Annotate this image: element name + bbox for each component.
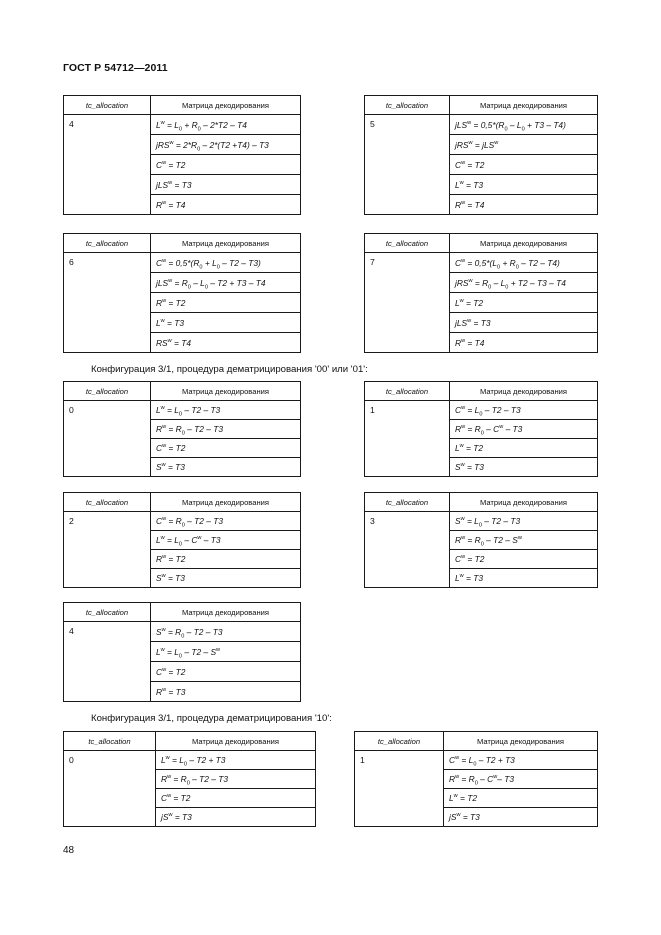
table-header-row	[64, 603, 301, 622]
decoding-formula: $jRS^w = 2*R_0 - 2*(T2 +T4) - T3$	[151, 135, 301, 155]
tc-allocation-value: 2	[64, 512, 151, 588]
tc-allocation-value: 1	[365, 401, 450, 477]
table-row	[64, 512, 301, 531]
header-tc-allocation: tc_allocation	[64, 234, 151, 253]
decoding-formula: $L^w = T2$	[450, 439, 598, 458]
decoding-formula: $C^w = 0,5*(R_0 + L_0 - T2 - T3)$	[151, 253, 301, 273]
decoding-table-31-tc2	[63, 492, 301, 588]
decoding-formula: jLS$^w$ = T3	[151, 175, 301, 195]
header-decoding-matrix: Матрица декодирования	[450, 96, 598, 115]
decoding-formula: $L^w = T3$	[450, 569, 598, 588]
decoding-formula: $C^w = L_0 - T2 - T3$	[450, 401, 598, 420]
decoding-formula: $C^w = T2$	[151, 155, 301, 175]
decoding-table-10-tc0	[63, 731, 316, 827]
table-row	[365, 115, 598, 135]
tc-allocation-value: 0	[64, 751, 156, 827]
decoding-formula: $R^w = R_0 - C^w-$ T3	[444, 770, 598, 789]
decoding-formula: $R^w = R_0 - T2 - T3$	[151, 420, 301, 439]
decoding-formula: $C^w = L_0 - T2 + T3$	[444, 751, 598, 770]
decoding-formula: $C^w = R_0 - T2 - T3$	[151, 512, 301, 531]
table-row	[64, 401, 301, 420]
header-decoding-matrix: Матрица декодирования	[444, 732, 598, 751]
header-tc-allocation: tc_allocation	[64, 732, 156, 751]
table-row	[64, 253, 301, 273]
header-tc-allocation: tc_allocation	[365, 234, 450, 253]
table-row	[365, 512, 598, 531]
decoding-formula: $R^w = T2$	[151, 550, 301, 569]
header-tc-allocation: tc_allocation	[64, 96, 151, 115]
decoding-formula: $C^w = T2$	[156, 789, 316, 808]
decoding-formula: $R^w = R_0 - T2 - S^w$	[450, 531, 598, 550]
caption-config-00-01: Конфигурация 3/1, процедура дематрицирования '00' или '01':	[91, 364, 368, 375]
decoding-table-tc7	[364, 233, 598, 353]
decoding-formula: $R^w = R_0 - C^w - T3$	[450, 420, 598, 439]
table-header-row	[365, 382, 598, 401]
decoding-formula: $C^w = T2$	[450, 550, 598, 569]
decoding-formula: $L^w = T3$	[450, 175, 598, 195]
header-decoding-matrix: Матрица декодирования	[450, 234, 598, 253]
table-header-row	[365, 493, 598, 512]
header-decoding-matrix: Матрица декодирования	[156, 732, 316, 751]
decoding-formula: $R^w = T3$	[151, 682, 301, 702]
decoding-formula: $C^w = T2$	[450, 155, 598, 175]
table-header-row	[64, 96, 301, 115]
decoding-table-31-tc1	[364, 381, 598, 477]
header-decoding-matrix: Матрица декодирования	[151, 382, 301, 401]
header-tc-allocation: tc_allocation	[64, 603, 151, 622]
table-row	[64, 622, 301, 642]
decoding-formula: $S^w = R_0 - T2 - T3$	[151, 622, 301, 642]
header-decoding-matrix: Матрица декодирования	[151, 96, 301, 115]
decoding-formula: $jRS^w = R_0 - L_0 + T2 - T3 - T4$	[450, 273, 598, 293]
decoding-formula: $S^w = T3$	[151, 458, 301, 477]
table-row	[355, 751, 598, 770]
decoding-table-31-tc0	[63, 381, 301, 477]
tc-allocation-value: 5	[365, 115, 450, 215]
decoding-formula: $jS^w = T3$	[444, 808, 598, 827]
table-row	[64, 751, 316, 770]
decoding-formula: $R^w = T4$	[151, 195, 301, 215]
table-row	[365, 253, 598, 273]
decoding-formula: $L^w = L_0 - C^w - T3$	[151, 531, 301, 550]
tc-allocation-value: 4	[64, 115, 151, 215]
header-decoding-matrix: Матрица декодирования	[151, 603, 301, 622]
decoding-formula: $S^w = L_0 - T2 - T3$	[450, 512, 598, 531]
table-header-row	[64, 493, 301, 512]
decoding-formula: $S^w = T3$	[151, 569, 301, 588]
table-header-row	[365, 234, 598, 253]
decoding-formula: jLS$^w$ = T3	[450, 313, 598, 333]
decoding-formula: $L^w = L_0 - T2 - S^w$	[151, 642, 301, 662]
tc-allocation-value: 1	[355, 751, 444, 827]
decoding-formula: jRS$^w$ = jLS$^w$	[450, 135, 598, 155]
decoding-table-31-tc3	[364, 492, 598, 588]
table-header-row	[64, 732, 316, 751]
header-tc-allocation: tc_allocation	[64, 493, 151, 512]
decoding-formula: $R^w = T2$	[151, 293, 301, 313]
decoding-formula: $L^w = L_0 - T2 + T3$	[156, 751, 316, 770]
tc-allocation-value: 4	[64, 622, 151, 702]
table-header-row	[365, 96, 598, 115]
page-number: 48	[63, 845, 75, 856]
decoding-formula: $jS^w = T3$	[156, 808, 316, 827]
decoding-formula: $L^w = L_0 + R_0 - 2*T2 - T4$	[151, 115, 301, 135]
decoding-formula: $R^w = T4$	[450, 333, 598, 353]
decoding-formula: $S^w = T3$	[450, 458, 598, 477]
header-decoding-matrix: Матрица декодирования	[450, 382, 598, 401]
tc-allocation-value: 0	[64, 401, 151, 477]
decoding-formula: $jLS^w = 0,5*(R_0 - L_0 + T3 - T4)$	[450, 115, 598, 135]
header-tc-allocation: tc_allocation	[365, 382, 450, 401]
tc-allocation-value: 3	[365, 512, 450, 588]
decoding-formula: $L^w = T3$	[151, 313, 301, 333]
header-decoding-matrix: Матрица декодирования	[450, 493, 598, 512]
decoding-formula: $R^w = R_0 - T2 - T3$	[156, 770, 316, 789]
decoding-formula: $R^w = T4$	[450, 195, 598, 215]
decoding-table-tc6	[63, 233, 301, 353]
header-tc-allocation: tc_allocation	[64, 382, 151, 401]
table-row	[64, 115, 301, 135]
table-row	[365, 401, 598, 420]
decoding-formula: $L^w = T2$	[450, 293, 598, 313]
table-header-row	[64, 234, 301, 253]
document-header: ГОСТ Р 54712—2011	[63, 62, 168, 74]
decoding-table-10-tc1	[354, 731, 598, 827]
decoding-formula: $RS^w = T4$	[151, 333, 301, 353]
decoding-table-tc5	[364, 95, 598, 215]
table-header-row	[64, 382, 301, 401]
decoding-table-tc4	[63, 95, 301, 215]
decoding-formula: $C^w = 0,5*(L_0 + R_0 - T2 - T4)$	[450, 253, 598, 273]
table-header-row	[355, 732, 598, 751]
decoding-formula: $jLS^w = R_0 - L_0 - T2 + T3 - T4$	[151, 273, 301, 293]
caption-config-10: Конфигурация 3/1, процедура дематрицирования '10':	[91, 713, 332, 724]
tc-allocation-value: 7	[365, 253, 450, 353]
decoding-formula: $C^w = T2$	[151, 439, 301, 458]
header-decoding-matrix: Матрица декодирования	[151, 234, 301, 253]
header-tc-allocation: tc_allocation	[365, 96, 450, 115]
decoding-formula: $L^w = L_0 - T2 - T3$	[151, 401, 301, 420]
tc-allocation-value: 6	[64, 253, 151, 353]
decoding-table-31-tc4	[63, 602, 301, 702]
decoding-formula: $L^w = T2$	[444, 789, 598, 808]
header-tc-allocation: tc_allocation	[365, 493, 450, 512]
header-tc-allocation: tc_allocation	[355, 732, 444, 751]
header-decoding-matrix: Матрица декодирования	[151, 493, 301, 512]
decoding-formula: $C^w = T2$	[151, 662, 301, 682]
